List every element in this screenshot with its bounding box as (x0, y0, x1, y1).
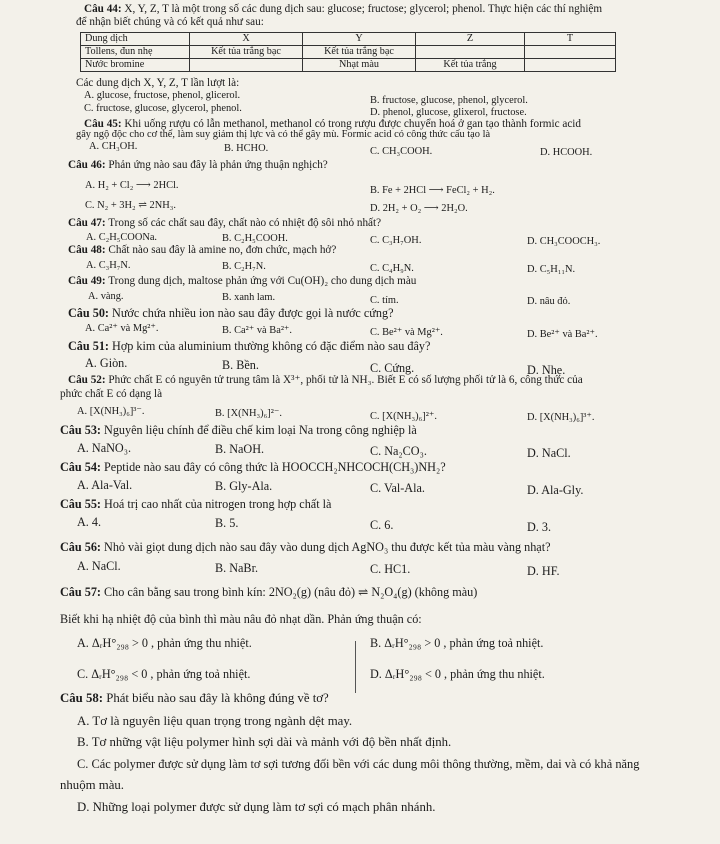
q53-option-c: C. Na₂CO₃. (370, 444, 427, 458)
q57-option-b: B. ΔᵣH°₂₉₈ > 0 , phản ứng toả nhiệt. (370, 636, 544, 650)
q57-option-d: D. ΔᵣH°₂₉₈ < 0 , phản ứng thu nhiệt. (370, 667, 545, 681)
q44-stem-line3: Các dung dịch X, Y, Z, T lần lượt là: (76, 77, 240, 89)
question-number: Câu 53: (60, 423, 101, 437)
question-number: Câu 44: (84, 3, 122, 15)
q58-stem: Câu 58: Phát biểu nào sau đây là không đúng về tơ? (60, 691, 329, 705)
q44-results-table (80, 32, 616, 72)
q45-stem-line2: gây ngộ độc cho cơ thể, làm suy giảm thị lực và có thể gây mù. Formic acid có công thức cấu tạo là (76, 129, 491, 140)
q50-option-b: B. Ca²⁺ và Ba²⁺. (222, 325, 293, 336)
table-cell: Nhạt màu (303, 59, 416, 72)
q48-stem: Câu 48: Chất nào sau đây là amine no, đơn chức, mạch hở? (68, 244, 337, 256)
q52-option-c: C. [X(NH₃)₆]²⁺. (370, 411, 437, 422)
question-number: Câu 46: (68, 159, 106, 171)
table-row (81, 59, 616, 72)
question-number: Câu 49: (68, 275, 106, 287)
question-number: Câu 58: (60, 691, 104, 705)
q45-stem-line1: Câu 45: Khi uống rượu có lẫn methanol, methanol có trong rượu được chuyển hoá ở gan tạo thành formic acid (84, 118, 582, 130)
q54-stem: Câu 54: Peptide nào sau đây có công thức là HOOCCH₂NHCOCH(CH₃)NH₂? (60, 460, 446, 474)
q55-option-b: B. 5. (215, 516, 239, 530)
q50-option-a: A. Ca²⁺ và Mg²⁺. (85, 323, 159, 334)
question-number: Câu 48: (68, 244, 106, 256)
q46-option-d: D. 2H₂ + O₂ ⟶ 2H₂O. (370, 203, 468, 214)
table-header-cell: Y (303, 33, 416, 46)
question-number: Câu 56: (60, 540, 101, 554)
q56-option-d: D. HF. (527, 564, 560, 578)
question-number: Câu 52: (68, 374, 106, 386)
q56-option-c: C. HC1. (370, 562, 411, 576)
q54-option-c: C. Val-Ala. (370, 481, 425, 495)
q52-option-b: B. [X(NH₃)₆]²⁻. (215, 408, 282, 419)
q57-stem: Câu 57: Cho cân bằng sau trong bình kín: 2NO₂(g) (nâu đỏ) ⇌ N₂O₄(g) (không màu) (60, 585, 478, 599)
q55-option-a: A. 4. (77, 515, 102, 529)
q53-stem: Câu 53: Nguyên liệu chính để điều chế kim loại Na trong công nghiệp là (60, 423, 417, 437)
q53-option-b: B. NaOH. (215, 442, 265, 456)
q51-option-a: A. Giòn. (85, 356, 128, 370)
q47-option-d: D. CH₃COOCH₃. (527, 236, 601, 247)
q46-stem: Câu 46: Phản ứng nào sau đây là phản ứng thuận nghịch? (68, 159, 328, 171)
q44-option-a: A. glucose, fructose, phenol, glicerol. (84, 90, 241, 101)
q46-option-b: B. Fe + 2HCl ⟶ FeCl₂ + H₂. (370, 185, 495, 196)
q51-option-b: B. Bền. (222, 358, 259, 372)
question-number: Câu 45: (84, 118, 122, 130)
q58-option-c-line1: C. Các polymer được sử dụng làm tơ sợi tương đối bền với các dung môi thông thường, mềm, dai và có khả năng (77, 757, 640, 771)
table-cell (416, 46, 525, 59)
q51-stem: Câu 51: Hợp kim của aluminium thường không có đặc điểm nào sau đây? (68, 339, 431, 353)
q44-option-c: C. fructose, glucose, glycerol, phenol. (84, 103, 242, 114)
question-number: Câu 55: (60, 497, 101, 511)
question-number: Câu 47: (68, 217, 106, 229)
q49-option-c: C. tím. (370, 295, 399, 306)
table-header-cell: T (525, 33, 616, 46)
q57-option-c: C. ΔᵣH°₂₉₈ < 0 , phản ứng toả nhiệt. (77, 667, 251, 681)
q52-option-d: D. [X(NH₃)₆]³⁺. (527, 412, 595, 423)
q58-option-b: B. Tơ những vật liệu polymer hình sợi dài và mảnh với độ bền nhất định. (77, 735, 452, 749)
q44-option-b: B. fructose, glucose, phenol, glycerol. (370, 95, 528, 106)
q49-option-a: A. vàng. (88, 291, 124, 302)
q58-option-c-line2: nhuộm màu. (60, 778, 124, 792)
table-row (81, 46, 616, 59)
q54-option-a: A. Ala-Val. (77, 478, 133, 492)
q56-stem: Câu 56: Nhỏ vài giọt dung dịch nào sau đây vào dung dịch AgNO₃ thu được kết tủa màu vàng nhạt? (60, 540, 551, 554)
q48-option-a: A. C₃H₇N. (86, 260, 131, 271)
q58-option-a: A. Tơ là nguyên liệu quan trọng trong ngành dệt may. (77, 714, 353, 728)
q46-option-c: C. N₂ + 3H₂ ⇌ 2NH₃. (85, 200, 176, 211)
q45-option-b: B. HCHO. (224, 143, 269, 154)
table-cell: Tollens, đun nhẹ (81, 46, 190, 59)
table-cell (525, 59, 616, 72)
q52-option-a: A. [X(NH₃)₆]³⁻. (77, 406, 145, 417)
q46-option-a: A. H₂ + Cl₂ ⟶ 2HCl. (85, 180, 179, 191)
q52-stem-line1: Câu 52: Phức chất E có nguyên tử trung tâm là X³⁺, phối tử là NH₃. Biết E có số lượng phối tử là 6, công thức của (68, 374, 583, 386)
q56-option-b: B. NaBr. (215, 561, 258, 575)
q47-stem: Câu 47: Trong số các chất sau đây, chất nào có nhiệt độ sôi nhỏ nhất? (68, 217, 382, 229)
q44-option-d: D. phenol, glucose, glixerol, fructose. (370, 107, 527, 118)
question-number: Câu 51: (68, 339, 109, 353)
table-cell (190, 59, 303, 72)
q51-option-d: D. Nhẹ. (527, 363, 566, 377)
q44-stem-line1: Câu 44: X, Y, Z, T là một trong số các dung dịch sau: glucose; fructose; glycerol; phenol. Thực hiện các thí nghiệm (84, 3, 603, 15)
question-number: Câu 50: (68, 306, 109, 320)
q55-option-c: C. 6. (370, 518, 394, 532)
q45-option-c: C. CH₃COOH. (370, 146, 433, 157)
q48-option-d: D. C₅H₁₁N. (527, 264, 576, 275)
q58-option-d: D. Những loại polymer được sử dụng làm tơ sợi có mạch phân nhánh. (77, 800, 436, 814)
q48-option-b: B. C₂H₇N. (222, 261, 266, 272)
column-divider (355, 641, 356, 693)
q48-option-c: C. C₄H₉N. (370, 263, 414, 274)
q47-option-a: A. C₂H₅COONa. (86, 232, 158, 243)
q54-option-d: D. Ala-Gly. (527, 483, 584, 497)
table-header-row (81, 33, 616, 46)
q54-option-b: B. Gly-Ala. (215, 479, 273, 493)
q55-option-d: D. 3. (527, 520, 552, 534)
q50-stem: Câu 50: Nước chứa nhiều ion nào sau đây được gọi là nước cứng? (68, 306, 394, 320)
q57-option-a: A. ΔᵣH°₂₉₈ > 0 , phản ứng thu nhiệt. (77, 636, 252, 650)
q47-option-b: B. C₂H₅COOH. (222, 233, 288, 244)
table-cell: Kết tủa trắng bạc (190, 46, 303, 59)
q55-stem: Câu 55: Hoá trị cao nhất của nitrogen trong hợp chất là (60, 497, 332, 511)
q49-stem: Câu 49: Trong dung dịch, maltose phản ứng với Cu(OH)₂ cho dung dịch màu (68, 275, 417, 287)
q45-option-d: D. HCOOH. (540, 147, 593, 158)
q52-stem-line2: phức chất E có dạng là (60, 388, 163, 400)
table-cell (525, 46, 616, 59)
q53-option-a: A. NaNO₃. (77, 441, 132, 455)
table-cell: Kết tủa trắng bạc (303, 46, 416, 59)
q53-option-d: D. NaCl. (527, 446, 571, 460)
q57-stem-line2: Biết khi hạ nhiệt độ của bình thì màu nâu đỏ nhạt dần. Phản ứng thuận có: (60, 612, 422, 626)
q51-option-c: C. Cứng. (370, 361, 415, 375)
q47-option-c: C. C₃H₇OH. (370, 235, 422, 246)
table-header-cell: Dung dịch (81, 33, 190, 46)
question-number: Câu 54: (60, 460, 101, 474)
question-number: Câu 57: (60, 585, 101, 599)
table-header-cell: X (190, 33, 303, 46)
table-cell: Kết tủa trắng (416, 59, 525, 72)
q44-stem-line2: để nhận biết chúng và có kết quả như sau: (76, 16, 264, 28)
q50-option-c: C. Be²⁺ và Mg²⁺. (370, 327, 443, 338)
table-cell: Nước bromine (81, 59, 190, 72)
table-header-cell: Z (416, 33, 525, 46)
q50-option-d: D. Be²⁺ và Ba²⁺. (527, 329, 598, 340)
q56-option-a: A. NaCl. (77, 559, 121, 573)
q49-option-b: B. xanh lam. (222, 292, 276, 303)
q49-option-d: D. nâu đỏ. (527, 296, 571, 307)
q45-option-a: A. CH₃OH. (89, 141, 138, 152)
